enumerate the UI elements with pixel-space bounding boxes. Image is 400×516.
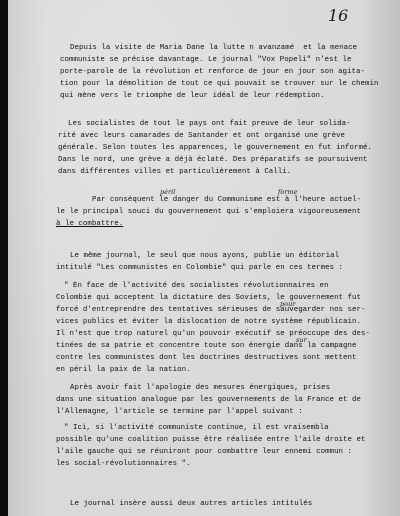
text-line: dans différentes villes et particulièrement à Calli. [58, 168, 292, 176]
text-line: " En face de l'activité des socialistes révolutionnaires en [64, 282, 329, 290]
text-line: Par conséquent le danger du Communisme est à l'heure actuel- [92, 196, 362, 204]
text-line: Il n'est que trop naturel qu'un pouvoir exécutif se préoccupe des des- [56, 330, 370, 338]
text-line: qui mène vers le triomphe de leur idéal de leur rédemption. [60, 92, 325, 100]
typed-text-body [8, 0, 400, 516]
handwritten-annotation: péril [160, 188, 176, 196]
text-line: tion pour la démolition de tout ce qui pouvait se trouver sur le chemin [60, 80, 379, 88]
text-line: possible qu'une coalition puisse être réalisée entre l'aile droite et [56, 436, 366, 444]
handwritten-annotation: pour [280, 300, 296, 308]
text-line: en péril la paix de la nation. [56, 366, 191, 374]
text-line: Le journal insère aussi deux autres articles intitulés [70, 500, 313, 508]
handwritten-annotation: forme [278, 188, 298, 196]
text-line: communiste se précise davantage. Le journal "Vox Popeli" n'est le [60, 56, 352, 64]
text-line: les social-révolutionnaires ". [56, 460, 191, 468]
text-line: Dans le nord, une grève a déjà éclaté. Des préparatifs se poursuivent [58, 156, 368, 164]
text-line: Après avoir fait l'apologie des mesures énergiques, prises [70, 384, 331, 392]
text-line: à le combattre. [56, 220, 124, 228]
text-line: dans une situation analogue par les gouvernements de la France et de [56, 396, 361, 404]
text-line: l'Allemagne, l'article se termine par l'appel suivant : [56, 408, 303, 416]
text-line: Colombie qui acceptent la dictature des Soviets, le gouvernement fut [56, 294, 361, 302]
text-line: contre les communistes dont les doctrines destructives sont mettent [56, 354, 357, 362]
text-line: Depuis la visite de Maria Dane la lutte n avanzamé et la menace [70, 44, 358, 52]
text-line: porte-parole de la révolution et renforce de jour en jour son agita- [60, 68, 365, 76]
text-line: générale. Selon toutes les apparences, le gouvernement en fut informé. [58, 144, 372, 152]
text-line: vices publics et éviter la dislocation de notre système républicain. [56, 318, 361, 326]
text-line: intitulé "Les communistes en Colombie" qui parle en ces termes : [56, 264, 344, 272]
text-line: l'aile gauche qui se réuniront pour combattre leur ennemi commun : [56, 448, 353, 456]
text-line: forcé d'entreprendre des tentatives sérieuses de sauvegarder nos ser- [56, 306, 366, 314]
text-line: Le même journal, le seul que nous ayons, publie un éditorial [70, 252, 340, 260]
handwritten-annotation: sur [296, 336, 307, 344]
page-number: 16 [328, 6, 349, 25]
text-line: rité avec leurs camarades de Santander et ont organisé une grève [58, 132, 346, 140]
document-page [8, 0, 400, 516]
text-line: le le principal souci du gouvernement qui s'emploiera vigoureusement [56, 208, 361, 216]
text-line: tinées de sa patrie et concentre toute son énergie dans la campagne [56, 342, 357, 350]
text-line: Les socialistes de tout le pays ont fait preuve de leur solida- [68, 120, 351, 128]
text-line: " Ici, si l'activité communiste continue, il est vraisembla [64, 424, 329, 432]
